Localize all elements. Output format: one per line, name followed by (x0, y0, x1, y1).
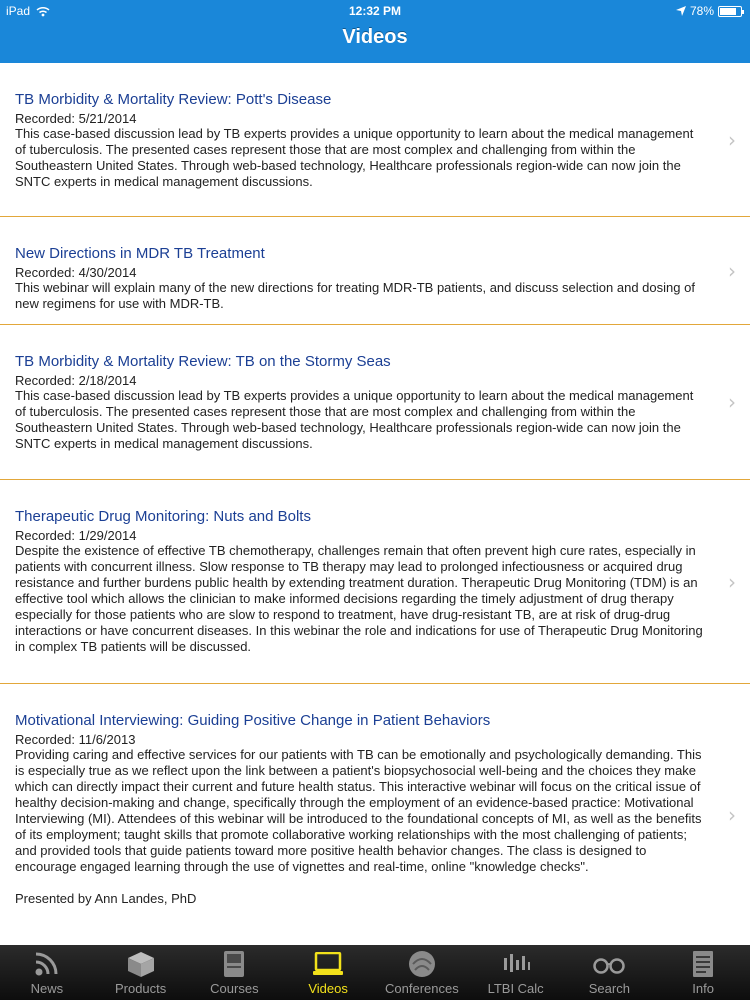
video-recorded-date: Recorded: 4/30/2014 (15, 265, 137, 280)
products-icon (126, 949, 156, 979)
tab-label: LTBI Calc (487, 981, 544, 996)
chevron-right-icon: › (728, 258, 736, 283)
tab-label: Conferences (385, 981, 459, 996)
video-description: This case-based discussion lead by TB experts provides a unique opportunity to learn about the medical management of tuberculosis. The presented cases represent those that are most complex and challenging from within the Southeastern United States. Through web-based technology, Healthcare professionals region-wide can now join the SNTC experts in medical management discussions. (15, 388, 694, 451)
video-description: This case-based discussion lead by TB experts provides a unique opportunity to learn about the medical management of tuberculosis. The presented cases represent those that are most complex and challenging from within the Southeastern United States. Through web-based technology, Healthcare professionals region-wide can now join the SNTC experts in medical management discussions. (15, 126, 694, 189)
tab-label: Videos (308, 981, 348, 996)
info-icon (691, 949, 715, 979)
status-right (676, 0, 742, 22)
video-description: This webinar will explain many of the new directions for treating MDR-TB patients, and discuss selection and dosing of new regimens for use with MDR-TB. (15, 280, 695, 311)
video-title: TB Morbidity & Mortality Review: TB on the Stormy Seas (15, 353, 391, 370)
video-title: Motivational Interviewing: Guiding Positive Change in Patient Behaviors (15, 712, 491, 729)
video-title: Therapeutic Drug Monitoring: Nuts and Bolts (15, 508, 311, 525)
tab-news[interactable] (0, 945, 94, 1000)
tab-videos[interactable] (281, 945, 375, 1000)
video-item-potts-disease[interactable] (0, 63, 750, 217)
video-item-drug-monitoring[interactable] (0, 480, 750, 684)
tab-products[interactable] (94, 945, 188, 1000)
video-item-motivational-interviewing[interactable] (0, 684, 750, 945)
tab-label: Courses (210, 981, 259, 996)
tab-bar (0, 945, 750, 1000)
tab-label: Search (588, 981, 630, 996)
status-bar (0, 0, 750, 22)
video-description: Providing caring and effective services for our patients with TB can be emotionally and psychologically demanding. This is especially true as we reflect upon the link between a patient's biopsychosocial well-being and the choices they make which can directly impact their current and future health status. This interactive webinar will focus on the critical issue of healthy decision-making and change, specifically through the employment of an evidence-based practice: Motivational Interviewing (MI). Attendees of this webinar will be introduced to the foundational concepts of MI, as well as the benefits of its employment; taught skills that promote collaborative working relationships with the most challenging of patients; and provided tools that guide patients toward more positive health behavior changes. The class is designed to encourage engaged learning through the use of vignettes and real-time, online "knowledge checks". (15, 747, 702, 874)
video-recorded-date: Recorded: 5/21/2014 (15, 111, 137, 126)
page-title: Videos (342, 26, 408, 48)
video-recorded-date: Recorded: 1/29/2014 (15, 528, 137, 543)
ltbi-calc-icon (501, 949, 531, 979)
video-recorded-date: Recorded: 11/6/2013 (15, 732, 136, 747)
courses-icon (222, 949, 246, 979)
videos-list[interactable] (0, 63, 750, 945)
video-item-mdr-tb[interactable] (0, 217, 750, 325)
tab-courses[interactable] (188, 945, 282, 1000)
tab-info[interactable] (656, 945, 750, 1000)
tab-ltbi-calc[interactable] (469, 945, 563, 1000)
tab-search[interactable] (563, 945, 657, 1000)
top-header (0, 0, 750, 63)
tab-label: Info (692, 981, 714, 996)
conferences-icon (407, 949, 437, 979)
video-title: TB Morbidity & Mortality Review: Pott's Disease (15, 91, 332, 108)
video-item-stormy-seas[interactable] (0, 325, 750, 480)
news-icon (32, 949, 62, 979)
device-name: iPad (6, 4, 31, 18)
tab-conferences[interactable] (375, 945, 469, 1000)
search-icon (592, 949, 626, 979)
location-arrow-icon (676, 6, 686, 16)
video-description: Despite the existence of effective TB chemotherapy, challenges remain that often prevent high cure rates, especially in patients with concurrent illness. Slow response to TB therapy may lead to prolonged infectiousness or acquired drug resistance and further burdens public health by extending treatment duration. Therapeutic Drug Monitoring (TDM) is an effective tool which allows the clinician to make informed decisions regarding the timely adjustment of drug therapy especially for those patients who are slow to respond to treatment, have drug-resistant TB, are at risk of drug-drug interactions or have concurrent diseases. In this webinar the role and indications for use of Therapeutic Drug Monitoring in complex TB patients will be discussed. (15, 543, 703, 654)
battery-percent: 78% (689, 4, 714, 18)
battery-level (720, 8, 736, 15)
status-time: 12:32 PM (348, 4, 402, 18)
tab-label: News (30, 981, 64, 996)
chevron-right-icon: › (728, 127, 736, 152)
video-recorded-date: Recorded: 2/18/2014 (15, 373, 137, 388)
chevron-right-icon: › (728, 390, 736, 414)
video-presenter: Presented by Ann Landes, PhD (15, 891, 197, 906)
tab-label: Products (114, 981, 167, 996)
chevron-right-icon: › (728, 569, 736, 594)
battery-icon (718, 6, 742, 17)
videos-icon (313, 949, 343, 979)
chevron-right-icon: › (728, 802, 736, 827)
video-title: New Directions in MDR TB Treatment (15, 245, 265, 262)
